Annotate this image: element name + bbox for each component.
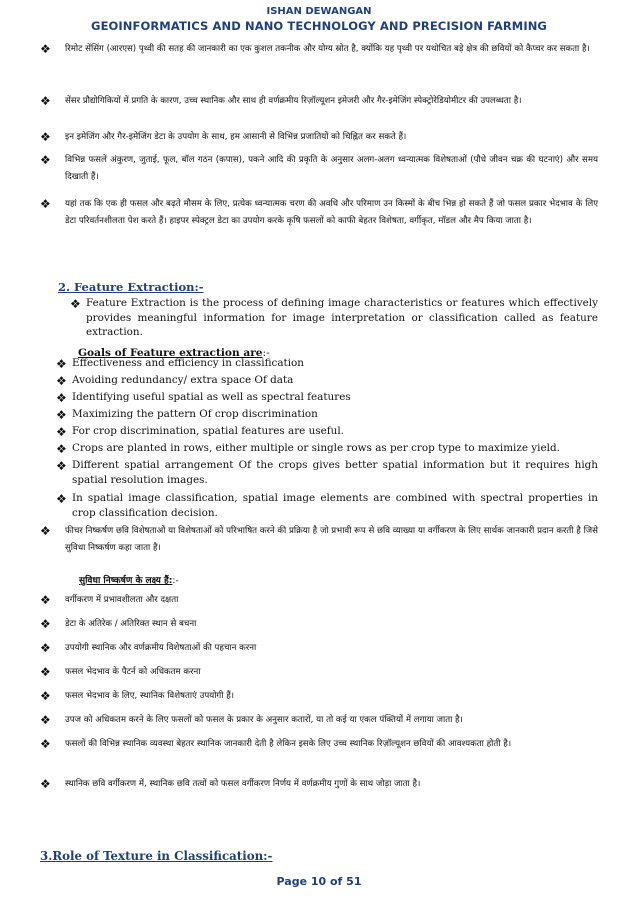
diamond-bullet-icon: ❖ xyxy=(56,459,67,473)
section-heading-feature-extraction: 2. Feature Extraction:- xyxy=(58,280,204,294)
goal-text: फसल भेदभाव के लिए, स्थानिक विशेषताएं उपयोगी हैं। xyxy=(65,691,235,701)
goal-text: डेटा के अतिरेक / अतिरिक्त स्थान से बचना xyxy=(65,619,197,629)
list-item xyxy=(40,196,598,230)
goal-text: Effectiveness and efficiency in classification xyxy=(72,357,304,369)
diamond-bullet-icon: ❖ xyxy=(56,391,67,405)
list-item xyxy=(40,664,598,681)
list-item xyxy=(70,296,598,340)
list-item xyxy=(40,129,598,146)
diamond-bullet-icon: ❖ xyxy=(56,442,67,456)
goal-text: Different spatial arrangement Of the crops gives better spatial information but it requires high spatial resolution images. xyxy=(72,459,598,486)
paragraph: सेंसर प्रौद्योगिकियों में प्रगति के कारण, उच्च स्थानिक और साथ ही वर्णक्रमीय रिज़ॉल्यूशन इमेजरी और गैर-इमेजिंग स्पेक्ट्रोरेडियोमीटर की उपलब्धता है। xyxy=(65,96,522,106)
hindi-goals-heading-line xyxy=(79,568,179,587)
diamond-bullet-icon: ❖ xyxy=(40,524,51,538)
diamond-bullet-icon: ❖ xyxy=(70,297,81,311)
list-item xyxy=(40,523,598,557)
goal-text: Maximizing the pattern Of crop discrimination xyxy=(72,408,318,420)
diamond-bullet-icon: ❖ xyxy=(56,374,67,388)
diamond-bullet-icon: ❖ xyxy=(56,357,67,371)
goal-text: उपयोगी स्थानिक और वर्णक्रमीय विशेषताओं की पहचान करना xyxy=(65,643,257,653)
list-item xyxy=(40,688,598,705)
list-item xyxy=(56,356,598,371)
diamond-bullet-icon: ❖ xyxy=(56,492,67,506)
goal-text: Identifying useful spatial as well as spectral features xyxy=(72,391,351,403)
goal-text: उपज को अधिकतम करने के लिए फसलों को फसल के प्रकार के अनुसार कतारों, या तो कई या एकल पंक्तियों में लगाया जाता है। xyxy=(65,715,463,725)
diamond-bullet-icon: ❖ xyxy=(40,617,51,631)
paragraph: इन इमेजिंग और गैर-इमेजिंग डेटा के उपयोग के साथ, हम आसानी से विभिन्न प्रजातियों को चिह्नित कर सकते हैं। xyxy=(65,132,407,142)
goal-text: वर्गीकरण में प्रभावशीलता और दक्षता xyxy=(65,595,179,605)
list-item xyxy=(56,491,598,520)
list-item xyxy=(40,640,598,657)
diamond-bullet-icon: ❖ xyxy=(56,425,67,439)
list-item xyxy=(56,441,598,456)
list-item xyxy=(40,616,598,633)
list-item xyxy=(40,41,598,58)
diamond-bullet-icon: ❖ xyxy=(40,94,51,108)
list-item xyxy=(56,407,598,422)
paragraph: विभिन्न फसलें अंकुरण, जुताई, फूल, बॉल गठन (कपास), पकने आदि की प्रकृति के अनुसार अलग-अलग ध्वन्यात्मक विशेषताओं (पौधे जीवन चक्र की घटनाएं) और समय दिखाती हैं। xyxy=(65,155,598,182)
goal-text: Crops are planted in rows, either multiple or single rows as per crop type to maximize yield. xyxy=(72,442,560,454)
diamond-bullet-icon: ❖ xyxy=(40,689,51,703)
diamond-bullet-icon: ❖ xyxy=(40,777,51,791)
goals-heading: Goals of Feature extraction are xyxy=(78,347,263,359)
diamond-bullet-icon: ❖ xyxy=(40,641,51,655)
diamond-bullet-icon: ❖ xyxy=(40,737,51,751)
list-item xyxy=(40,152,598,186)
goal-text: For crop discrimination, spatial features are useful. xyxy=(72,425,344,437)
goal-text: फसलों की विभिन्न स्थानिक व्यवस्था बेहतर स्थानिक जानकारी देती है लेकिन इसके लिए उच्च स्थानिक रिज़ॉल्यूशन छवियों की आवश्यकता होती है। xyxy=(65,739,512,749)
list-item xyxy=(40,712,598,729)
list-item xyxy=(40,736,598,753)
list-item xyxy=(56,390,598,405)
list-item xyxy=(56,373,598,388)
goal-text: स्थानिक छवि वर्गीकरण में, स्थानिक छवि तत्वों को फसल वर्गीकरण निर्णय में वर्णक्रमीय गुणों के साथ जोड़ा जाता है। xyxy=(65,779,421,789)
list-item xyxy=(56,424,598,439)
goal-text: In spatial image classification, spatial image elements are combined with spectral properties in crop classification decision. xyxy=(72,492,598,519)
header-author: ISHAN DEWANGAN xyxy=(266,6,372,17)
hindi-goals-heading: सुविधा निष्कर्षण के लक्ष्य हैं: xyxy=(79,576,173,586)
goal-text: फसल भेदभाव के पैटर्न को अधिकतम करना xyxy=(65,667,201,677)
paragraph: रिमोट सेंसिंग (आरएस) पृथ्वी की सतह की जानकारी का एक कुशल तकनीक और योग्य स्रोत है, क्योंकि यह पृथ्वी पर यथोचित बड़े क्षेत्र की छवियों को कैप्चर कर सकता है। xyxy=(65,44,590,54)
diamond-bullet-icon: ❖ xyxy=(40,665,51,679)
list-item xyxy=(56,458,598,487)
goals-suffix: :- xyxy=(262,347,270,359)
diamond-bullet-icon: ❖ xyxy=(40,593,51,607)
paragraph: यहां तक कि एक ही फसल और बढ़ते मौसम के लिए, प्रत्येक ध्वन्यात्मक चरण की अवधि और परिमाण उन किस्मों के बीच भिन्न हो सकते हैं जो फसल प्रकार भेदभाव के लिए डेटा परिवर्तनशीलता पेश करते हैं। हाइपर स्पेक्ट्रल डेटा का उपयोग करके कृषि फसलों को काफी बेहतर विशेषता, वर्गीकृत, मॉडल और मैप किया जाता है। xyxy=(65,199,598,226)
section-heading-role-of-texture: 3.Role of Texture in Classification:- xyxy=(40,849,273,863)
paragraph: फीचर निष्कर्षण छवि विशेषताओं या विशेषताओं को परिभाषित करने की प्रक्रिया है जो प्रभावी रूप से छवि व्याख्या या वर्गीकरण के लिए सार्थक जानकारी प्रदान करती है जिसे सुविधा निष्कर्षण कहा जाता है। xyxy=(65,526,598,553)
list-item xyxy=(40,592,598,609)
diamond-bullet-icon: ❖ xyxy=(56,408,67,422)
header-title: GEOINFORMATICS AND NANO TECHNOLOGY AND PRECISION FARMING xyxy=(91,19,547,33)
diamond-bullet-icon: ❖ xyxy=(40,713,51,727)
diamond-bullet-icon: ❖ xyxy=(40,197,51,211)
diamond-bullet-icon: ❖ xyxy=(40,153,51,167)
hindi-goals-suffix: :- xyxy=(172,576,179,586)
goal-text: Avoiding redundancy/ extra space Of data xyxy=(72,374,294,386)
page-number: Page 10 of 51 xyxy=(276,875,362,888)
paragraph: Feature Extraction is the process of defining image characteristics or features which effectively provides meaningful information for image interpretation or classification called as feature extraction. xyxy=(86,297,598,338)
list-item xyxy=(40,93,598,110)
diamond-bullet-icon: ❖ xyxy=(40,130,51,144)
diamond-bullet-icon: ❖ xyxy=(40,42,51,56)
list-item xyxy=(40,776,598,793)
